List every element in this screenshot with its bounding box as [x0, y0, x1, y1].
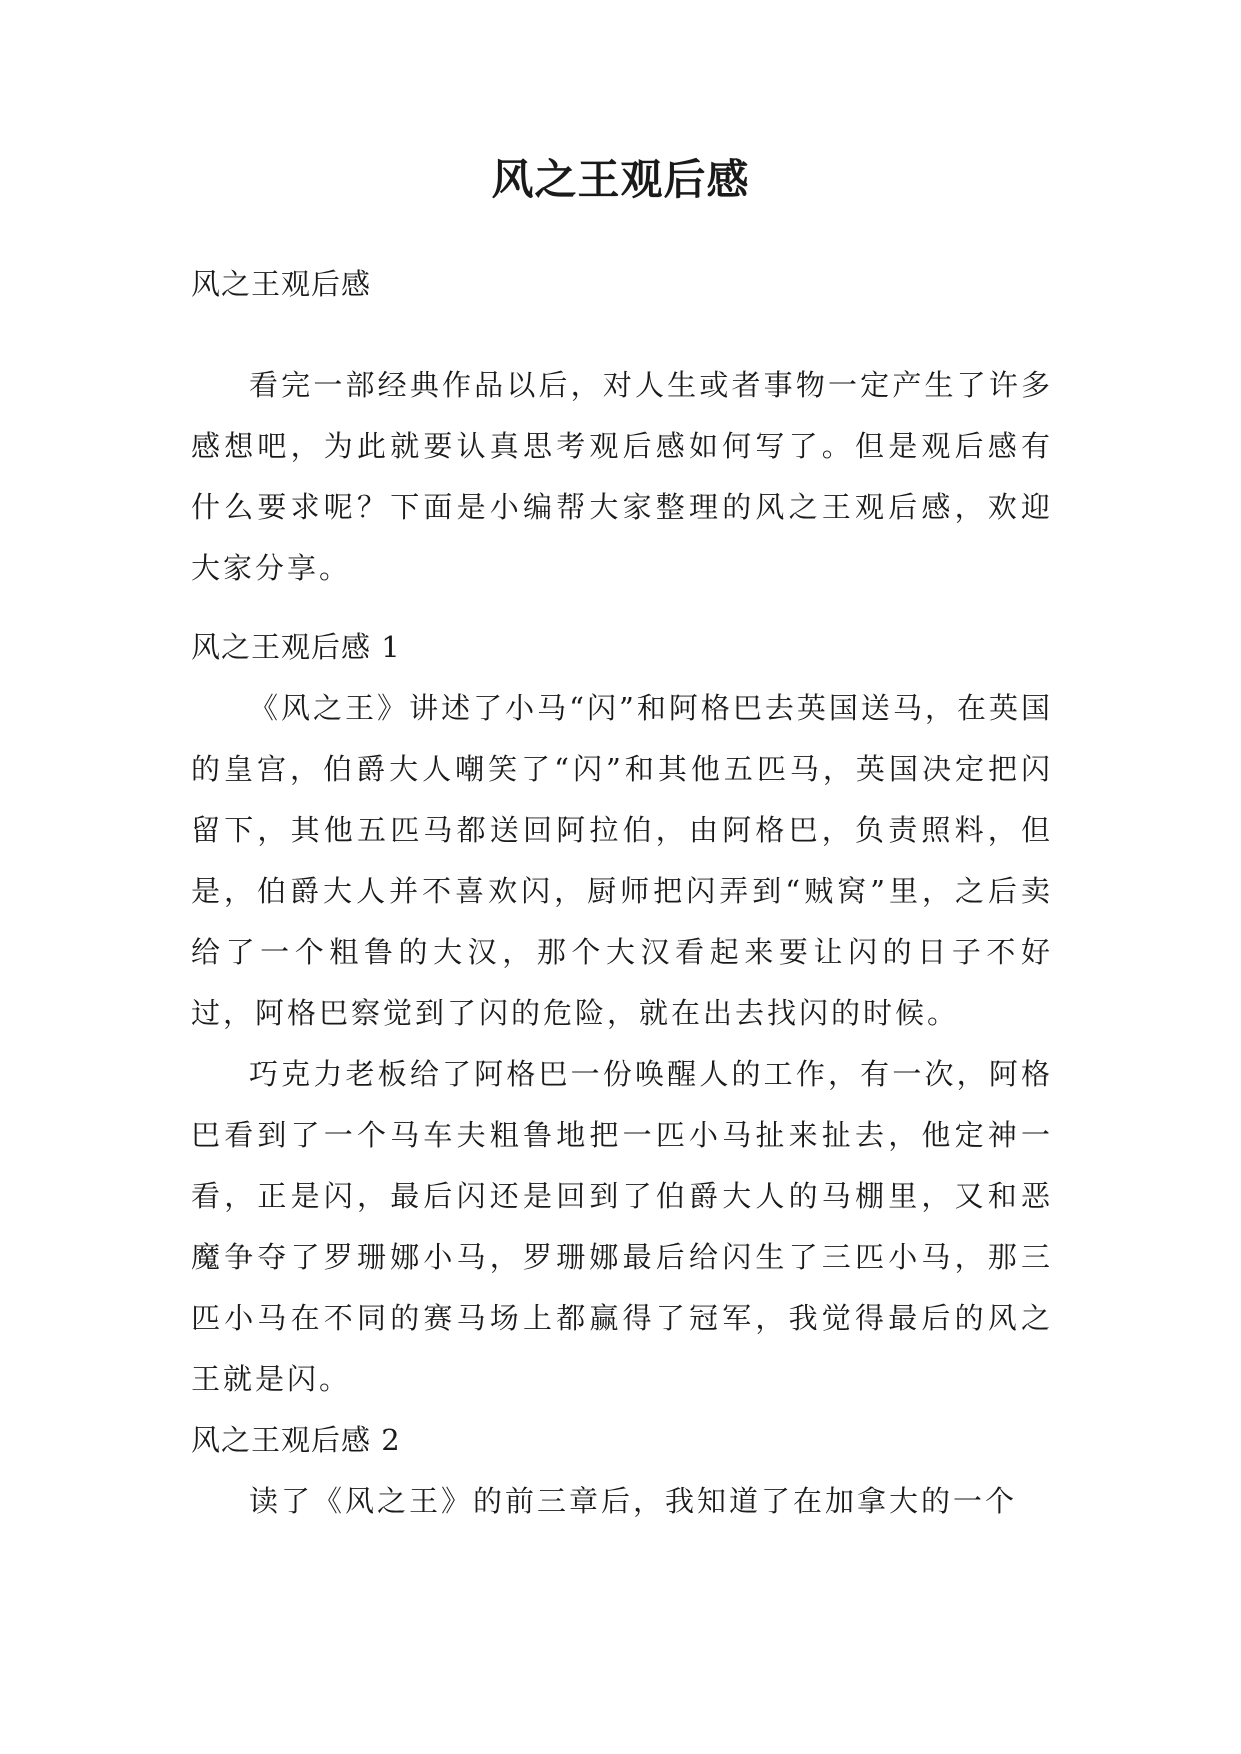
section-heading: 风之王观后感 1	[191, 630, 401, 664]
page-title: 风之王观后感	[491, 155, 750, 204]
section-paragraph: 巧克力老板给了阿格巴一份唤醒人的工作，有一次，阿格巴看到了一个马车夫粗鲁地把一匹小马扯来扯去，他定神一看，正是闪，最后闪还是回到了伯爵大人的马棚里，又和恶魔争夺了罗珊娜小马，罗珊娜最后给闪生了三匹小马，那三匹小马在不同的赛马场上都赢得了冠军，我觉得最后的风之王就是闪。	[191, 1057, 1053, 1396]
document-subtitle: 风之王观后感	[191, 267, 372, 301]
section-heading: 风之王观后感 2	[191, 1423, 401, 1457]
section-1	[191, 617, 1053, 1532]
intro-paragraph: 看完一部经典作品以后，对人生或者事物一定产生了许多感想吧，为此就要认真思考观后感如何写了。但是观后感有什么要求呢？下面是小编帮大家整理的风之王观后感，欢迎大家分享。	[191, 368, 1053, 585]
section-paragraph: 《风之王》讲述了小马“闪”和阿格巴去英国送马，在英国的皇宫，伯爵大人嘲笑了“闪”和其他五匹马，英国决定把闪留下，其他五匹马都送回阿拉伯，由阿格巴，负责照料，但是，伯爵大人并不喜欢闪，厨师把闪弄到“贼窝”里，之后卖给了一个粗鲁的大汉，那个大汉看起来要让闪的日子不好过，阿格巴察觉到了闪的危险，就在出去找闪的时候。	[191, 691, 1053, 1030]
section-paragraph: 读了《风之王》的前三章后，我知道了在加拿大的一个	[249, 1484, 1018, 1518]
intro-block	[191, 355, 1053, 599]
